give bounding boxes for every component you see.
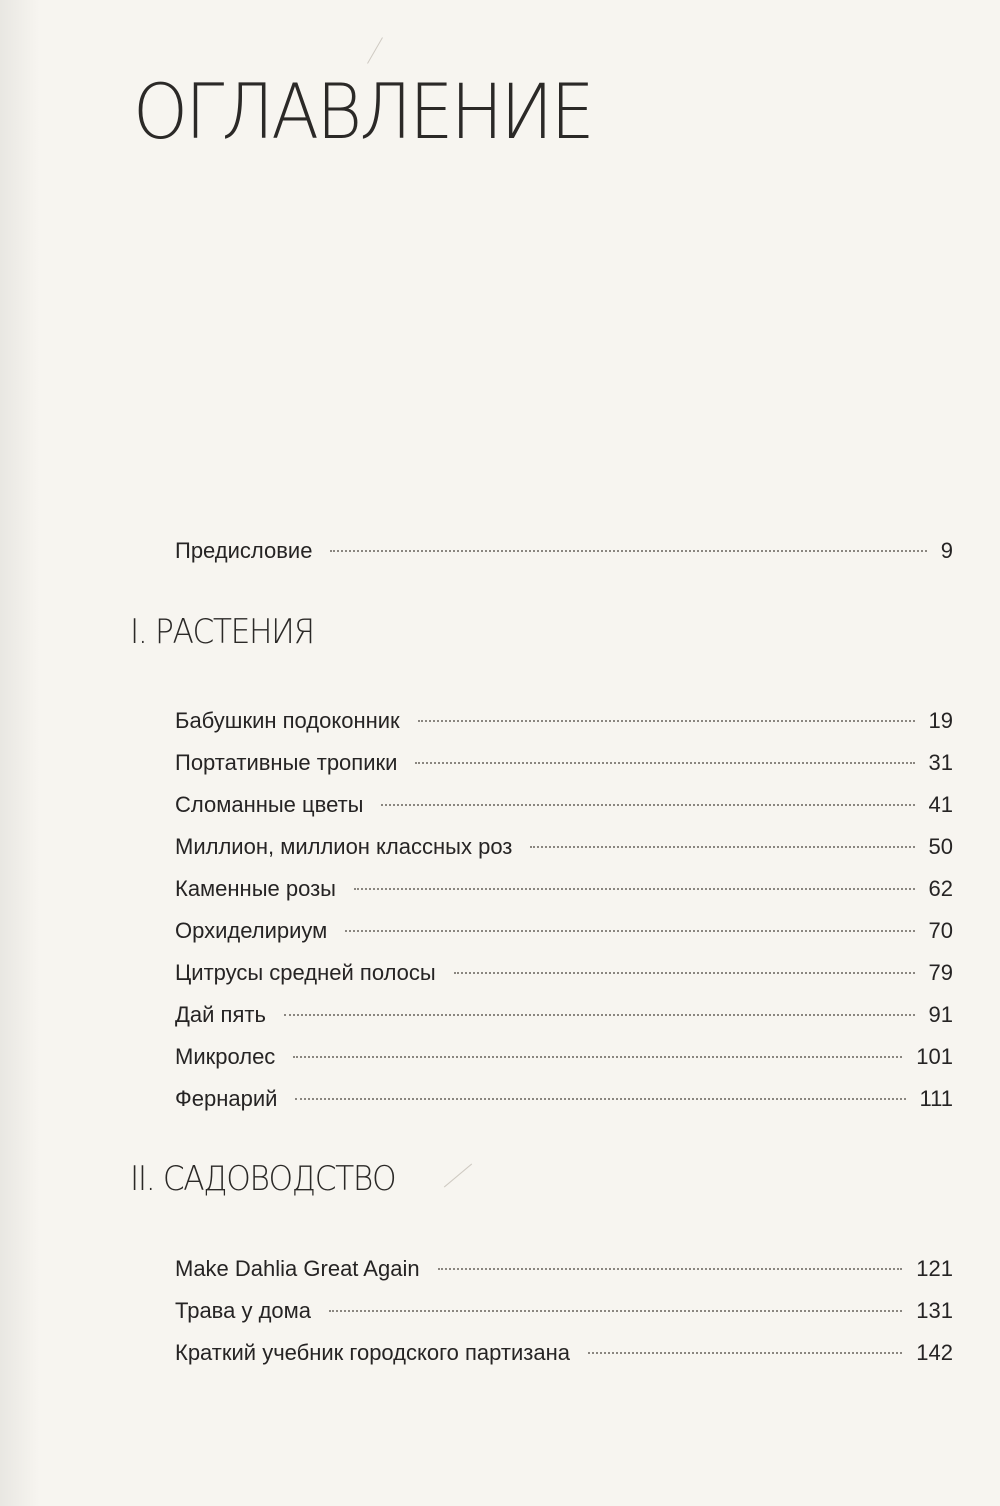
toc-entry[interactable] [0, 1036, 1000, 1078]
toc-entry-page: 121 [916, 1256, 953, 1281]
toc-entry-page: 111 [919, 1086, 953, 1111]
dot-leader [330, 550, 926, 552]
toc-entry-page: 31 [928, 750, 953, 775]
toc-entry-label: Трава у дома [175, 1298, 312, 1323]
toc-entry-label: Орхиделириум [175, 918, 328, 943]
toc-entry[interactable] [0, 994, 1000, 1036]
toc-entry-label: Бабушкин подоконник [175, 708, 400, 733]
dot-leader [588, 1352, 902, 1354]
toc-entry-page: 70 [928, 918, 953, 943]
section-heading-gardening: II. САДОВОДСТВО [130, 1159, 396, 1199]
toc-entry[interactable] [0, 742, 1000, 784]
toc-entry-label: Микролес [175, 1044, 276, 1069]
dot-leader [438, 1268, 903, 1270]
toc-entry-label: Миллион, миллион классных роз [175, 834, 513, 859]
toc-entry-label: Каменные розы [175, 876, 336, 901]
toc-entry[interactable] [0, 868, 1000, 910]
dot-leader [454, 972, 915, 974]
dot-leader [354, 888, 915, 890]
toc-entry[interactable] [0, 910, 1000, 952]
paper-scratch [367, 37, 383, 63]
toc-entry[interactable] [0, 784, 1000, 826]
toc-entry[interactable] [0, 952, 1000, 994]
toc-entry-label: Цитрусы средней полосы [175, 960, 436, 985]
toc-entry-label: Краткий учебник городского партизана [175, 1340, 570, 1365]
toc-entry-label: Портативные тропики [175, 750, 398, 775]
toc-entry[interactable] [0, 1078, 1000, 1120]
toc-entry-page: 142 [916, 1340, 953, 1365]
dot-leader [295, 1098, 905, 1100]
dot-leader [284, 1014, 915, 1016]
toc-entry[interactable] [0, 1248, 1000, 1290]
paper-scratch [444, 1164, 472, 1188]
toc-entry[interactable] [0, 826, 1000, 868]
toc-entry-page: 9 [940, 538, 953, 563]
toc-entry-page: 79 [928, 960, 953, 985]
toc-entry[interactable] [0, 700, 1000, 742]
toc-entry-page: 62 [928, 876, 953, 901]
preface-list [0, 530, 1000, 572]
toc-entry-page: 19 [928, 708, 953, 733]
page-title: ОГЛАВЛЕНИЕ [133, 67, 592, 156]
toc-entry-label: Сломанные цветы [175, 792, 364, 817]
dot-leader [329, 1310, 902, 1312]
toc-entry-page: 101 [916, 1044, 953, 1069]
toc-entry-label: Дай пять [175, 1002, 266, 1027]
toc-entry-label: Make Dahlia Great Again [175, 1256, 420, 1281]
section-heading-plants: I. РАСТЕНИЯ [130, 612, 314, 652]
toc-entry[interactable] [0, 1332, 1000, 1374]
section-gardening-list [0, 1248, 1000, 1374]
toc-entry-page: 131 [916, 1298, 953, 1323]
dot-leader [415, 762, 914, 764]
dot-leader [530, 846, 914, 848]
toc-entry-page: 41 [928, 792, 953, 817]
dot-leader [345, 930, 914, 932]
toc-entry-preface[interactable] [0, 530, 1000, 572]
toc-entry-label: Фернарий [175, 1086, 278, 1111]
toc-entry-page: 50 [928, 834, 953, 859]
toc-entry-label: Предисловие [175, 538, 313, 563]
dot-leader [381, 804, 914, 806]
dot-leader [293, 1056, 902, 1058]
toc-entry-page: 91 [928, 1002, 953, 1027]
section-plants-list [0, 700, 1000, 1120]
toc-entry[interactable] [0, 1290, 1000, 1332]
dot-leader [418, 720, 915, 722]
